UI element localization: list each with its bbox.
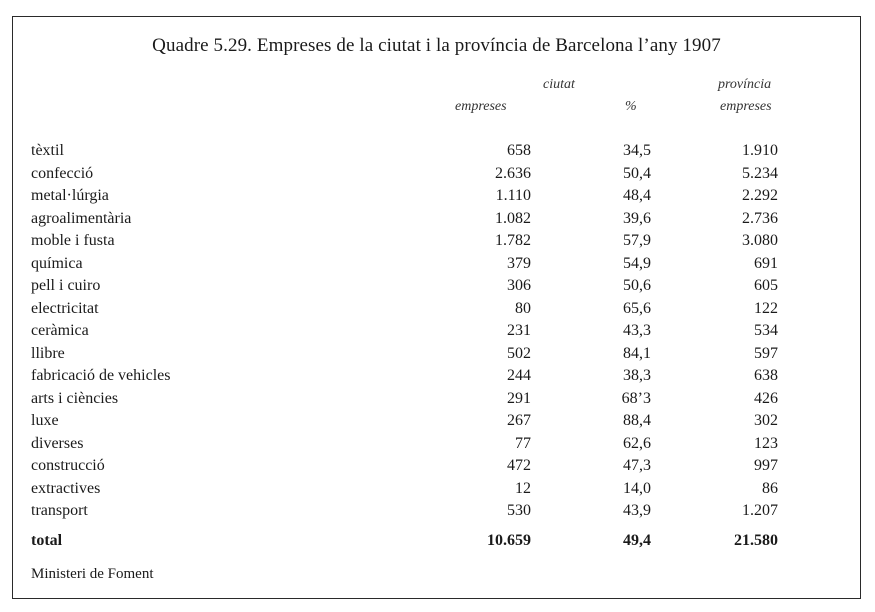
total-row [31,530,778,553]
table-row [31,140,778,163]
row-empreses: 1.782 [495,232,531,249]
row-provincia: 1.207 [742,502,778,519]
header-provincia: província [718,77,772,92]
row-label: construcció [31,457,105,474]
row-empreses: 658 [507,142,531,159]
row-label: diverses [31,434,84,452]
row-percent: 62,6 [623,434,651,452]
row-provincia: 2.292 [742,187,778,204]
total-empreses: 10.659 [487,532,531,549]
row-label: tèxtil [31,142,64,159]
row-percent: 50,4 [623,164,651,182]
row-percent: 43,3 [623,322,651,339]
row-label: luxe [31,412,59,429]
header-empreses-provincia: empreses [720,99,772,114]
total-provincia: 21.580 [734,532,778,549]
row-label: pell i cuiro [31,277,101,294]
table-row [31,478,778,501]
row-provincia: 3.080 [742,232,778,249]
table-row [31,433,778,456]
row-provincia: 997 [754,457,778,474]
row-provincia: 1.910 [742,142,778,159]
row-provincia: 123 [754,434,778,452]
row-empreses: 80 [515,299,531,317]
row-empreses: 77 [515,434,531,452]
row-provincia: 122 [754,299,778,317]
table-row [31,455,778,478]
row-percent: 48,4 [623,187,651,204]
row-label: extractives [31,479,101,497]
row-percent: 39,6 [623,209,651,227]
row-percent: 65,6 [623,299,651,317]
table-row [31,343,778,366]
row-provincia: 597 [754,344,778,362]
row-empreses: 1.082 [495,209,531,227]
row-percent: 68’3 [621,389,651,407]
row-provincia: 5.234 [742,164,778,182]
row-provincia: 426 [754,389,778,407]
row-percent: 50,6 [623,277,651,294]
total-percent: 49,4 [623,532,651,549]
row-empreses: 244 [507,367,531,384]
row-label: confecció [31,164,94,182]
total-label: total [31,532,63,549]
row-label: moble i fusta [31,232,115,249]
table-row [31,185,778,208]
row-empreses: 306 [507,277,531,294]
row-empreses: 379 [507,254,531,272]
row-label: ceràmica [31,322,89,339]
row-percent: 34,5 [623,142,651,159]
row-empreses: 2.636 [495,164,531,182]
row-label: electricitat [31,299,99,317]
row-percent: 14,0 [623,479,651,497]
row-provincia: 691 [754,254,778,272]
table-row [31,410,778,433]
table-row [31,388,778,411]
header-percent: % [625,99,637,114]
row-empreses: 231 [507,322,531,339]
table-row [31,275,778,298]
row-empreses: 291 [507,389,531,407]
table-row [31,365,778,388]
row-percent: 38,3 [623,367,651,384]
table-row [31,253,778,276]
row-label: llibre [31,344,65,362]
table-row [31,163,778,186]
row-provincia: 86 [762,479,778,497]
row-provincia: 605 [754,277,778,294]
row-label: agroalimentària [31,209,132,227]
row-provincia: 534 [754,322,778,339]
row-provincia: 2.736 [742,209,778,227]
table-row [31,230,778,253]
row-label: transport [31,502,88,519]
table-title: Quadre 5.29. Empreses de la ciutat i la província de Barcelona l’any 1907 [152,35,721,56]
row-percent: 57,9 [623,232,651,249]
table-body [31,140,778,523]
row-label: química [31,254,83,272]
total-table [31,530,778,553]
table-row [31,500,778,523]
row-empreses: 267 [507,412,531,429]
row-empreses: 472 [507,457,531,474]
row-percent: 43,9 [623,502,651,519]
row-label: fabricació de vehicles [31,367,171,384]
row-percent: 84,1 [623,344,651,362]
row-provincia: 638 [754,367,778,384]
row-empreses: 502 [507,344,531,362]
row-empreses: 1.110 [495,187,531,204]
table-row [31,208,778,231]
table-row [31,298,778,321]
table-row [31,320,778,343]
row-label: metal·lúrgia [31,187,109,204]
data-table [31,140,778,523]
table-frame [12,16,861,599]
row-percent: 47,3 [623,457,651,474]
row-percent: 88,4 [623,412,651,429]
row-empreses: 530 [507,502,531,519]
row-percent: 54,9 [623,254,651,272]
header-empreses-ciutat: empreses [455,99,507,114]
header-ciutat: ciutat [543,77,575,92]
row-empreses: 12 [515,479,531,497]
row-provincia: 302 [754,412,778,429]
row-label: arts i ciències [31,389,119,407]
source-note: Ministeri de Foment [31,566,154,582]
